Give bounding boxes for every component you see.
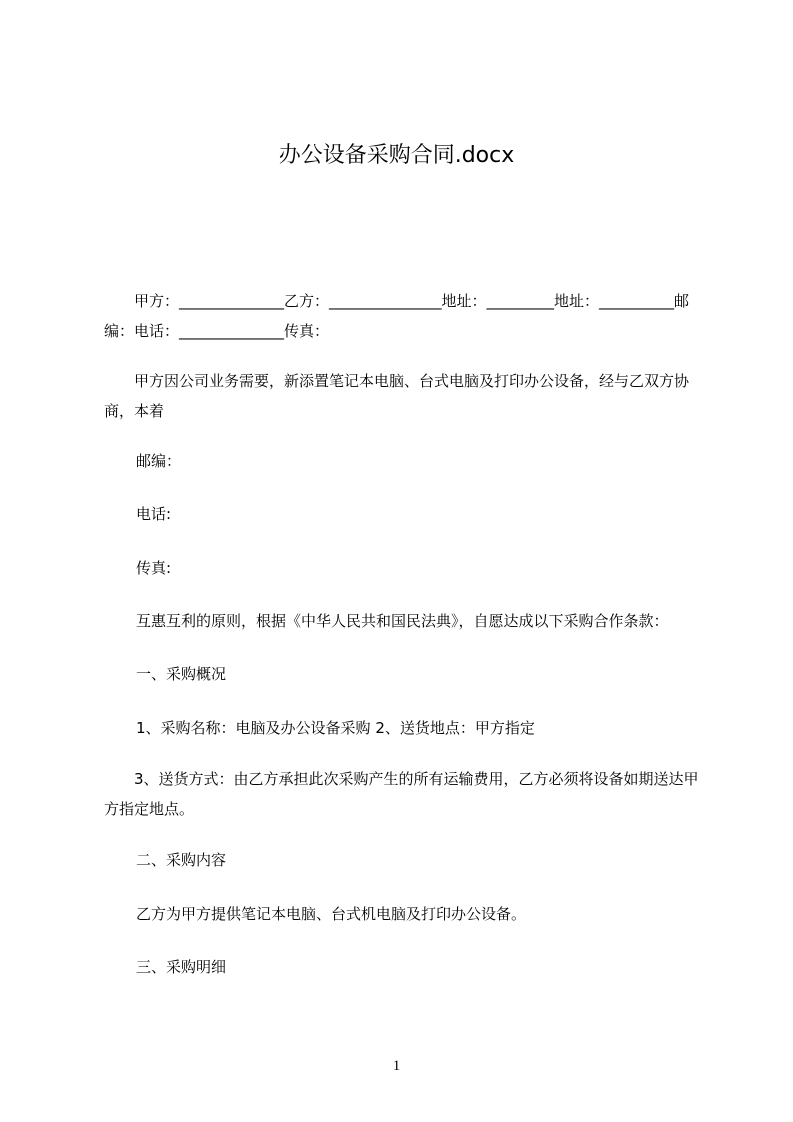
section1-heading: 一、采购概况 [136, 665, 227, 683]
item-1-2: 1、采购名称：电脑及办公设备采购 2、送货地点：甲方指定 [136, 719, 535, 737]
page-number: 1 [392, 1058, 401, 1074]
parties-line-1: 甲方：______________乙方：_______________地址：_________地址：_________ [134, 292, 667, 310]
intro-paragraph: 甲方因公司业务需要，新添置笔记本电脑、台式电脑及打印办公设备，经与乙双方协商，本着 [104, 372, 690, 420]
item-3-paragraph: 3、送货方式：由乙方承担此次采购产生的所有运输费用，乙方必须将设备如期送达甲方指定地点。 [104, 770, 699, 818]
fax-label: 传真: [136, 559, 172, 577]
document-title: 办公设备采购合同.docx [278, 143, 515, 168]
section3-heading: 三、采购明细 [136, 958, 227, 976]
postcode-label: 邮编： [136, 452, 182, 470]
parties-line-2: 邮编：电话：______________传真： [104, 292, 690, 340]
phone-label: 电话: [136, 505, 172, 523]
parties-paragraph: 甲方：______________乙方：_______________地址：_________地址：__________邮编：电话：______________传真： [104, 292, 690, 340]
section2-body: 乙方为甲方提供笔记本电脑、台式机电脑及打印办公设备。 [136, 905, 527, 923]
section2-heading: 二、采购内容 [136, 851, 227, 869]
principle-paragraph: 互惠互利的原则，根据《中华人民共和国民法典》，自愿达成以下采购合作条款： [136, 612, 669, 630]
